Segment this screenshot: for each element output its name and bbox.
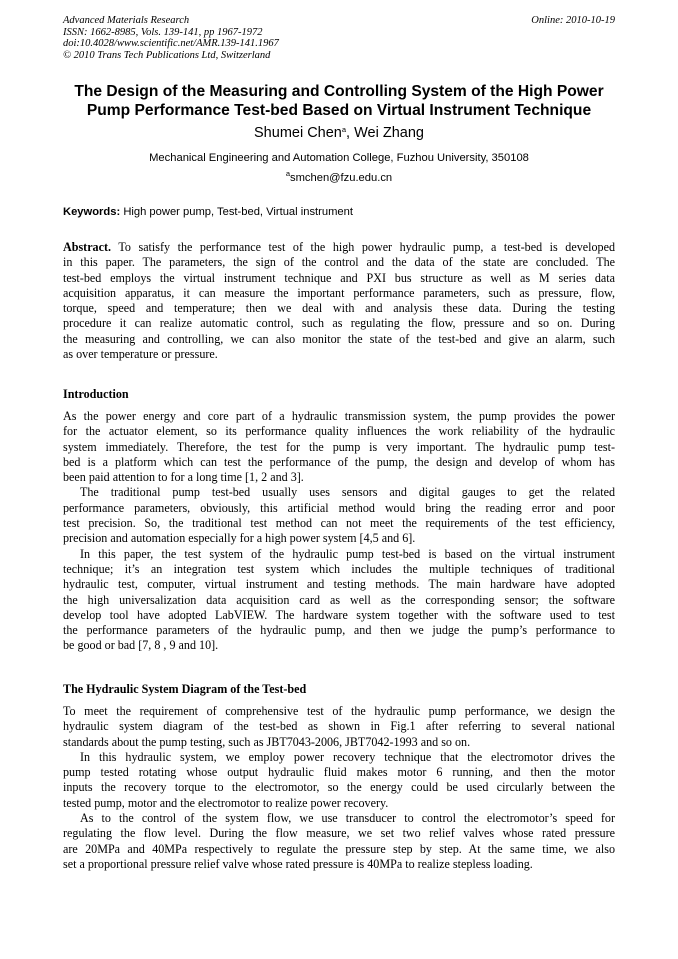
text-line: inputs the recovery torque to the electromotor, so the energy could be used circularly between the: [63, 780, 615, 795]
text-line: hydraulic system diagram of the test-bed as shown in Fig.1 after referring to several national: [63, 719, 615, 734]
text-line: tested pump, motor and the electromotor to realize power recovery.: [63, 795, 389, 810]
text-line: As to the control of the system flow, we use transducer to control the electromotor’s speed for: [80, 811, 615, 826]
text-line: the high universalization data acquisition card as well as the corresponding sensor; the software: [63, 592, 615, 607]
text-line: standards about the pump testing, such as JBT7043-2006, JBT7042-1993 and so on.: [63, 734, 471, 749]
journal-name: Advanced Materials Research: [63, 15, 190, 26]
abstract-label: Abstract.: [63, 240, 112, 254]
text-line: are 20MPa and 40MPa respectively to regulate the pressure step by step. At the same time, we also: [63, 841, 615, 856]
paper-title: [40, 82, 638, 120]
text-line: be good or bad [7, 8 , 9 and 10].: [63, 638, 219, 653]
text-line: In this paper, the test system of the hydraulic pump test-bed is based on the virtual instrument: [80, 546, 615, 561]
text-line: As the power energy and core part of a hydraulic transmission system, the pump provides the power: [63, 409, 615, 423]
text-line: hydraulic test, computer, virtual instrument and testing methods. The main hardware have adopted: [63, 577, 615, 592]
title-line: The Design of the Measuring and Controlling System of the High Power: [74, 83, 604, 100]
text-line: for the actuator element, so its performance quality influences the work reliability of the hydraulic: [63, 424, 615, 439]
text-line: procedure it can realize automatic control, such as regulating the flow, pressure and so on. During: [63, 316, 615, 331]
copyright-line: © 2010 Trans Tech Publications Ltd, Switzerland: [63, 49, 271, 61]
keywords-label: Keywords:: [63, 206, 121, 218]
keywords: [63, 205, 615, 219]
text-line: pump tested rotating whose output hydraulic fluid makes motor 6 running, and then the motor: [63, 765, 615, 780]
text-line: in this paper. The parameters, the sign of the control and the data of the state are concluded. The: [63, 255, 615, 270]
introduction-body: [63, 409, 615, 654]
keywords-text: High power pump, Test-bed, Virtual instrument: [123, 206, 353, 218]
text-line: set a proportional pressure relief valve whose rated pressure is 40MPa to realize stepless loading.: [63, 856, 533, 871]
author-superscript: a: [341, 125, 347, 134]
author-name: Wei Zhang: [354, 125, 424, 141]
online-date: Online: 2010-10-19: [531, 15, 615, 26]
text-line: test-bed employs the virtual instrument technique and PXI bus structure as well as M series data: [63, 270, 615, 285]
text-line: precision and automation especially for a high power system [4,5 and 6].: [63, 531, 416, 546]
email-address: smchen@fzu.edu.cn: [290, 172, 393, 184]
author-name: Shumei Chen: [254, 125, 342, 141]
text-line: the performance parameters of the hydraulic pump, and then we judge the pump’s performance to: [63, 623, 615, 638]
section-heading-introduction: Introduction: [63, 387, 129, 401]
author-email: [40, 171, 638, 185]
journal-header: [63, 15, 615, 61]
text-line: torque, speed and temperature; then we deal with and analysis these data. During the testing: [63, 301, 615, 316]
text-line: performance parameters, obviously, this artificial method would bring the reading error and poor: [63, 500, 615, 515]
text-line: acquisition apparatus, it can measure the important performance parameters, such as pressure, flow,: [63, 285, 615, 300]
hydraulic-section-body: [63, 704, 615, 872]
text-line: regulating the flow level. During the flow measure, we set two relief valves whose rated pressure: [63, 826, 615, 841]
text-line: The traditional pump test-bed usually uses sensors and digital gauges to get the related: [80, 485, 615, 500]
abstract: [63, 240, 615, 362]
text-line: bed is a platform which can test the performance of the pump, the design and develop of whom has: [63, 454, 615, 469]
text-line: test precision. So, the traditional test method can not meet the requirements of the test efficiency,: [63, 516, 615, 531]
text-line: been paid attention to for a long time [1, 2 and 3].: [63, 470, 304, 485]
affiliation: Mechanical Engineering and Automation College, Fuzhou University, 350108: [149, 152, 529, 164]
text-line: In this hydraulic system, we employ power recovery technique that the electromotor drives the: [80, 749, 615, 764]
section-heading-hydraulic-system: The Hydraulic System Diagram of the Test-bed: [63, 682, 307, 696]
email-superscript: a: [285, 169, 290, 178]
text-line: develop tool have adopted LabVIEW. The hardware system together with the software used to test: [63, 607, 615, 622]
text-line: Abstract. To satisfy the performance test of the high power hydraulic pump, a test-bed is developed: [63, 240, 615, 254]
text-line: system immediately. Therefore, the test for the pump is very important. The hydraulic pump test-: [63, 439, 615, 454]
doi-line: doi:10.4028/www.scientific.net/AMR.139-141.1967: [63, 38, 279, 49]
text-line: as over temperature or pressure.: [63, 347, 218, 362]
text-line: technique; it’s an integration test system which includes the multiple techniques of traditional: [63, 561, 615, 576]
issn-line: ISSN: 1662-8985, Vols. 139-141, pp 1967-1972: [63, 26, 263, 38]
text-line: the measuring and controlling, we can also monitor the state of the test-bed and give an alarm, such: [63, 331, 615, 346]
title-line: Pump Performance Test-bed Based on Virtual Instrument Technique: [86, 102, 592, 119]
author-list: [40, 124, 638, 142]
text-line: To meet the requirement of comprehensive test of the hydraulic pump performance, we design the: [63, 704, 615, 718]
author-separator: ,: [346, 125, 355, 141]
